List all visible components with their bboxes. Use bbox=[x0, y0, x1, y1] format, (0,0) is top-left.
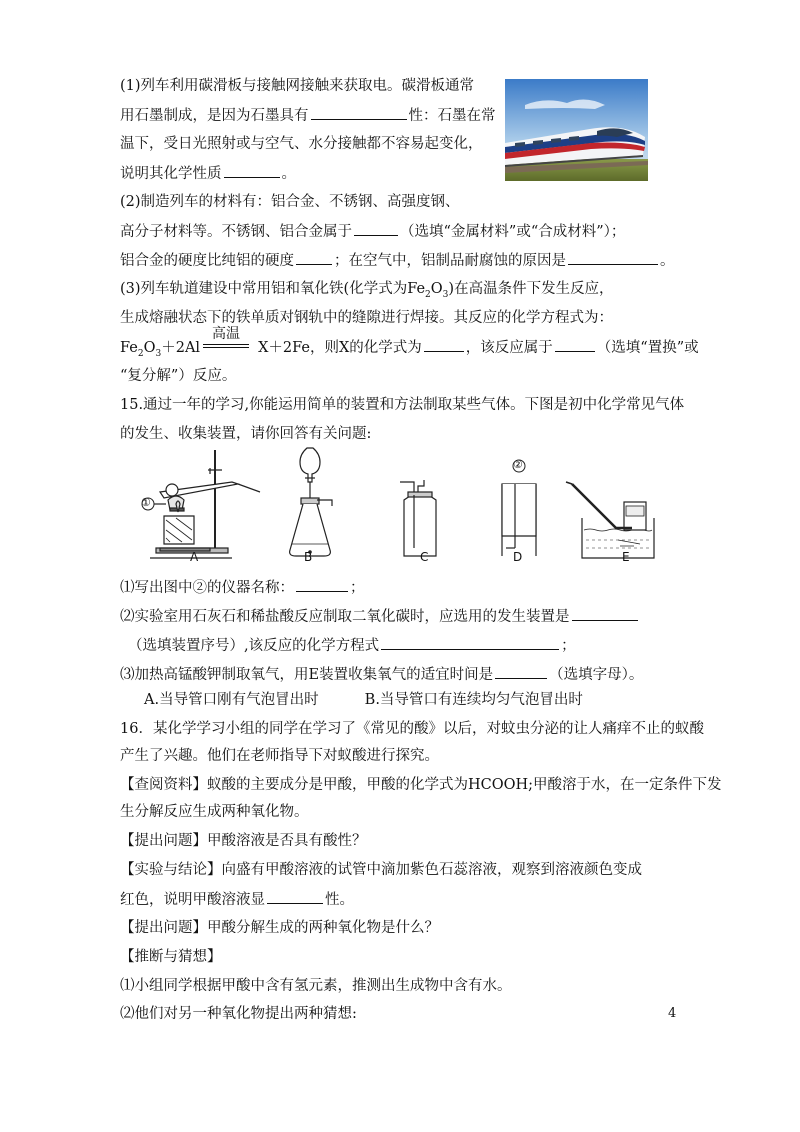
q14-part3-line1: (3)列车轨道建设中常用铝和氧化铁(化学式为$Fe_2O_3$)在高温条件下发生反应， bbox=[120, 281, 614, 300]
label-b: B bbox=[304, 550, 313, 564]
apparatus-a bbox=[142, 450, 260, 553]
q16-hypothesis-2: ⑵他们对另一种氧化物提出两种猜想: bbox=[120, 1006, 357, 1022]
q15-part3: ⑶加热高锰酸钾制取氧气，用E装置收集氧气的适宜时间是 （选填字母）。 bbox=[120, 664, 643, 685]
q14-part3-equation: $Fe_2O_3+2Al$ X＋2Fe，则X的化学式为 ，该反应属于 （选填“置换”或 bbox=[120, 337, 699, 358]
marker-1: ① bbox=[141, 496, 151, 509]
answer-blank[interactable] bbox=[424, 337, 464, 352]
q15-stem-line2: 的发生、收集装置，请你回答有关问题: bbox=[120, 426, 372, 442]
label-c: C bbox=[420, 550, 429, 564]
q14-part3-line4: “复分解”）反应。 bbox=[120, 368, 237, 384]
answer-blank[interactable] bbox=[296, 577, 348, 592]
q16-experiment-line2: 红色，说明甲酸溶液显 性。 bbox=[120, 889, 354, 910]
q16-question2: 【提出问题】甲酸分解生成的两种氧化物是什么？ bbox=[120, 920, 439, 936]
reaction-condition: 高温 bbox=[203, 325, 249, 349]
q14-part2-line3: 铝合金的硬度比纯铝的硬度 ；在空气中，铝制品耐腐蚀的原因是 。 bbox=[120, 250, 675, 271]
answer-blank[interactable] bbox=[311, 105, 407, 120]
apparatus-b bbox=[290, 448, 332, 556]
q16-hypothesis-1: ⑴小组同学根据甲酸中含有氢元素，推测出生成物中含有水。 bbox=[120, 978, 512, 994]
q16-stem-line2: 产生了兴趣。他们在老师指导下对蚁酸进行探究。 bbox=[120, 748, 439, 764]
gas-apparatus-figure bbox=[120, 440, 660, 570]
q15-part2-line2: （选填装置序号）,该反应的化学方程式 ； bbox=[128, 635, 576, 656]
q15-stem-line1: 15.通过一年的学习,你能运用简单的装置和方法制取某些气体。下图是初中化学常见气体 bbox=[120, 397, 685, 413]
answer-blank[interactable] bbox=[495, 664, 547, 679]
q16-question1: 【提出问题】甲酸溶液是否具有酸性？ bbox=[120, 833, 367, 849]
apparatus-d bbox=[502, 460, 536, 556]
q16-research-line2: 生分解反应生成两种氧化物。 bbox=[120, 804, 309, 820]
label-e: E bbox=[622, 550, 630, 564]
answer-blank[interactable] bbox=[568, 250, 658, 265]
apparatus-e bbox=[566, 482, 654, 558]
q14-part1-line4: 说明其化学性质 。 bbox=[120, 163, 296, 184]
answer-blank[interactable] bbox=[572, 606, 638, 621]
answer-blank[interactable] bbox=[296, 250, 332, 265]
q15-part1: ⑴写出图中②的仪器名称： ； bbox=[120, 577, 365, 598]
q16-hypothesis-heading: 【推断与猜想】 bbox=[120, 949, 222, 965]
marker-2: ② bbox=[513, 458, 523, 471]
q15-part2-line1: ⑵实验室用石灰石和稀盐酸反应制取二氧化碳时，应选用的发生装置是 bbox=[120, 606, 640, 627]
answer-blank[interactable] bbox=[381, 635, 559, 650]
q16-stem-line1: 16．某化学学习小组的同学在学习了《常见的酸》以后，对蚊虫分泌的让人痛痒不止的蚁酸 bbox=[120, 721, 704, 737]
q14-part2-line1: (2)制造列车的材料有：铝合金、不锈钢、高强度钢、 bbox=[120, 194, 460, 210]
q14-part3-line2: 生成熔融状态下的铁单质对钢轨中的缝隙进行焊接。其反应的化学方程式为： bbox=[120, 310, 613, 326]
page-number: 4 bbox=[668, 1006, 677, 1021]
train-photo bbox=[505, 79, 648, 181]
answer-blank[interactable] bbox=[354, 221, 398, 236]
q16-research-line1: 【查阅资料】蚁酸的主要成分是甲酸，甲酸的化学式为HCOOH;甲酸溶于水，在一定条件下发 bbox=[120, 777, 722, 793]
apparatus-c bbox=[400, 480, 436, 556]
label-a: A bbox=[190, 550, 199, 564]
answer-blank[interactable] bbox=[267, 889, 323, 904]
answer-blank[interactable] bbox=[555, 337, 595, 352]
q14-part1-line2: 用石墨制成，是因为石墨具有 性：石墨在常 bbox=[120, 105, 496, 126]
q14-part1-line1: (1)列车利用碳滑板与接触网接触来获取电。碳滑板通常 bbox=[120, 78, 475, 94]
label-d: D bbox=[513, 550, 523, 564]
q15-options: A.当导管口刚有气泡冒出时 B.当导管口有连续均匀气泡冒出时 bbox=[144, 692, 583, 708]
q14-part2-line2: 高分子材料等。不锈钢、铝合金属于 （选填“金属材料”或“合成材料”）； bbox=[120, 221, 625, 242]
q16-experiment-line1: 【实验与结论】向盛有甲酸溶液的试管中滴加紫色石蕊溶液，观察到溶液颜色变成 bbox=[120, 862, 642, 878]
answer-blank[interactable] bbox=[224, 163, 280, 178]
q14-part1-line3: 温下，受日光照射或与空气、水分接触都不容易起变化， bbox=[120, 136, 483, 152]
